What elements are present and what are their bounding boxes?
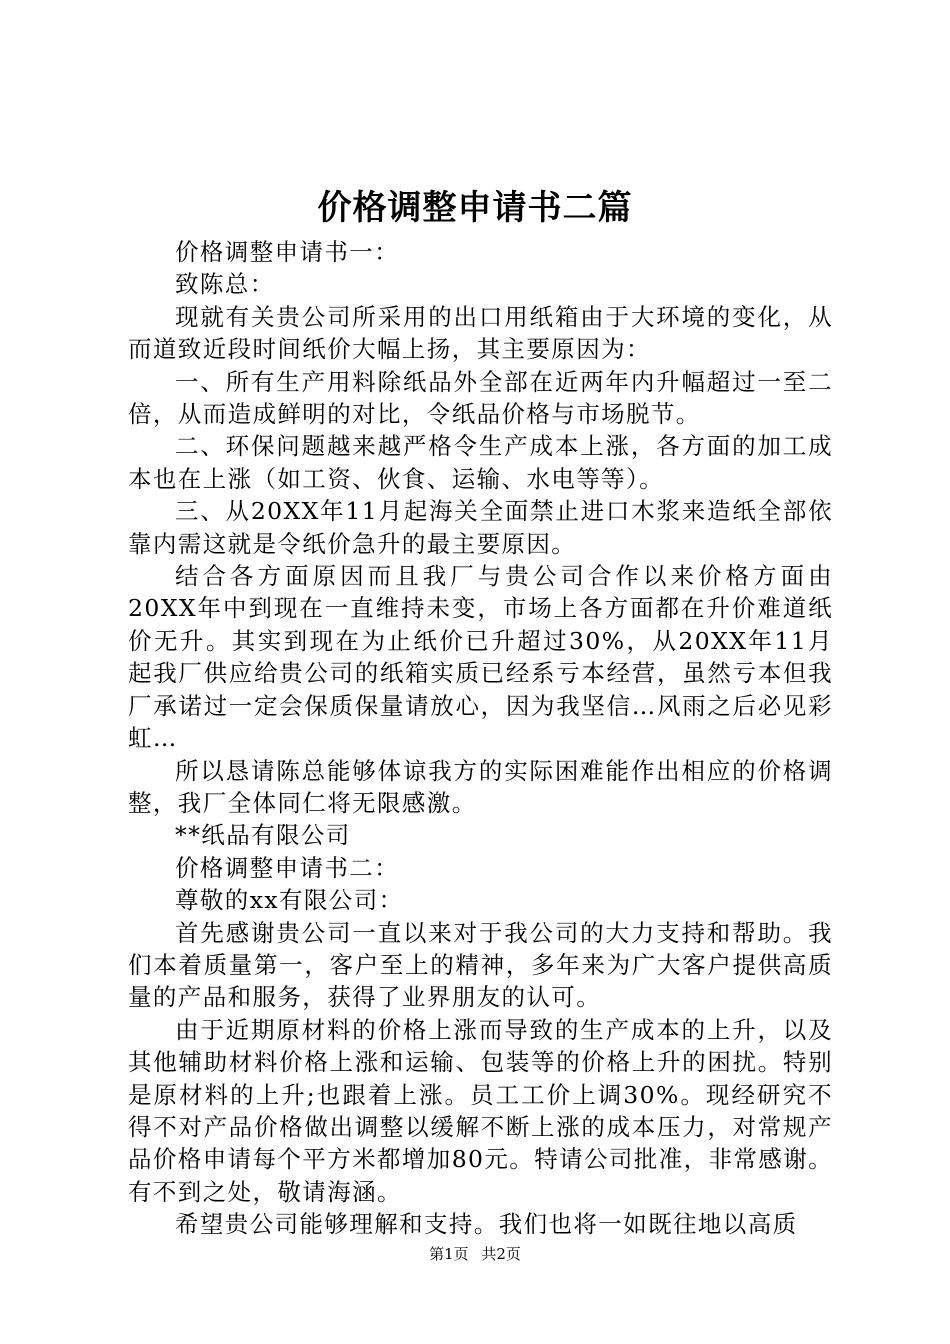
letter1-heading: 价格调整申请书一：: [175, 238, 400, 266]
letter2-closing: 希望贵公司能够理解和支持。我们也将一如既往地以高质: [175, 1210, 798, 1239]
letter1-request: 所以恳请陈总能够体谅我方的实际困难能作出相应的价格调整，我厂全体同仁将无限感激。: [128, 756, 833, 817]
letter1-reason-2: 二、环保问题越来越严格令生产成本上涨，各方面的加工成本也在上涨（如工资、伙食、运输、水电等等）。: [128, 432, 833, 493]
letter1-intro: 现就有关贵公司所采用的出口用纸箱由于大环境的变化，从而道致近段时间纸价大幅上扬，其主要原因为：: [128, 302, 833, 364]
letter2-salutation: 尊敬的xx有限公司：: [175, 886, 404, 915]
letter1-summary: 结合各方面原因而且我厂与贵公司合作以来价格方面由20XX年中到现在一直维持未变，市场上各方面都在升价难道纸价无升。其实到现在为止纸价已升超过30%，从20XX年11月起我厂供应给贵公司的纸箱实质已经系亏本经营，虽然亏本但我厂承诺过一定会保质保量请放心，因为我坚信…风雨之后必见彩虹…: [128, 562, 833, 753]
letter1-signature: **纸品有限公司: [175, 821, 351, 850]
letter2-reason: 由于近期原材料的价格上涨而导致的生产成本的上升，以及其他辅助材料价格上涨和运输、包装等的价格上升的困扰。特别是原材料的上升;也跟着上涨。员工工价上调30%。现经研究不得不对产品价格做出调整以缓解不断上涨的成本压力，对常规产品价格申请每个平方米都增加80元。特请公司批准，非常感谢。有不到之处，敬请海涵。: [128, 1015, 834, 1206]
letter1-reason-3: 三、从20XX年11月起海关全面禁止进口木浆来造纸全部依靠内需这就是令纸价急升的最主要原因。: [128, 497, 833, 558]
page-total: 共2页: [481, 1245, 521, 1263]
letter2-heading: 价格调整申请书二：: [175, 853, 400, 882]
page-number: 第1页: [429, 1245, 469, 1263]
letter1-reason-1: 一、所有生产用料除纸品外全部在近两年内升幅超过一至二倍，从而造成鲜明的对比，令纸品价格与市场脱节。: [128, 367, 833, 429]
document-title: 价格调整申请书二篇: [317, 188, 633, 228]
document-body: [128, 236, 833, 1241]
letter2-thanks: 首先感谢贵公司一直以来对于我公司的大力支持和帮助。我们本着质量第一，客户至上的精神，多年来为广大客户提供高质量的产品和服务，获得了业界朋友的认可。: [128, 918, 833, 1012]
letter1-salutation: 致陈总：: [175, 270, 275, 299]
page-footer: [0, 1244, 950, 1264]
